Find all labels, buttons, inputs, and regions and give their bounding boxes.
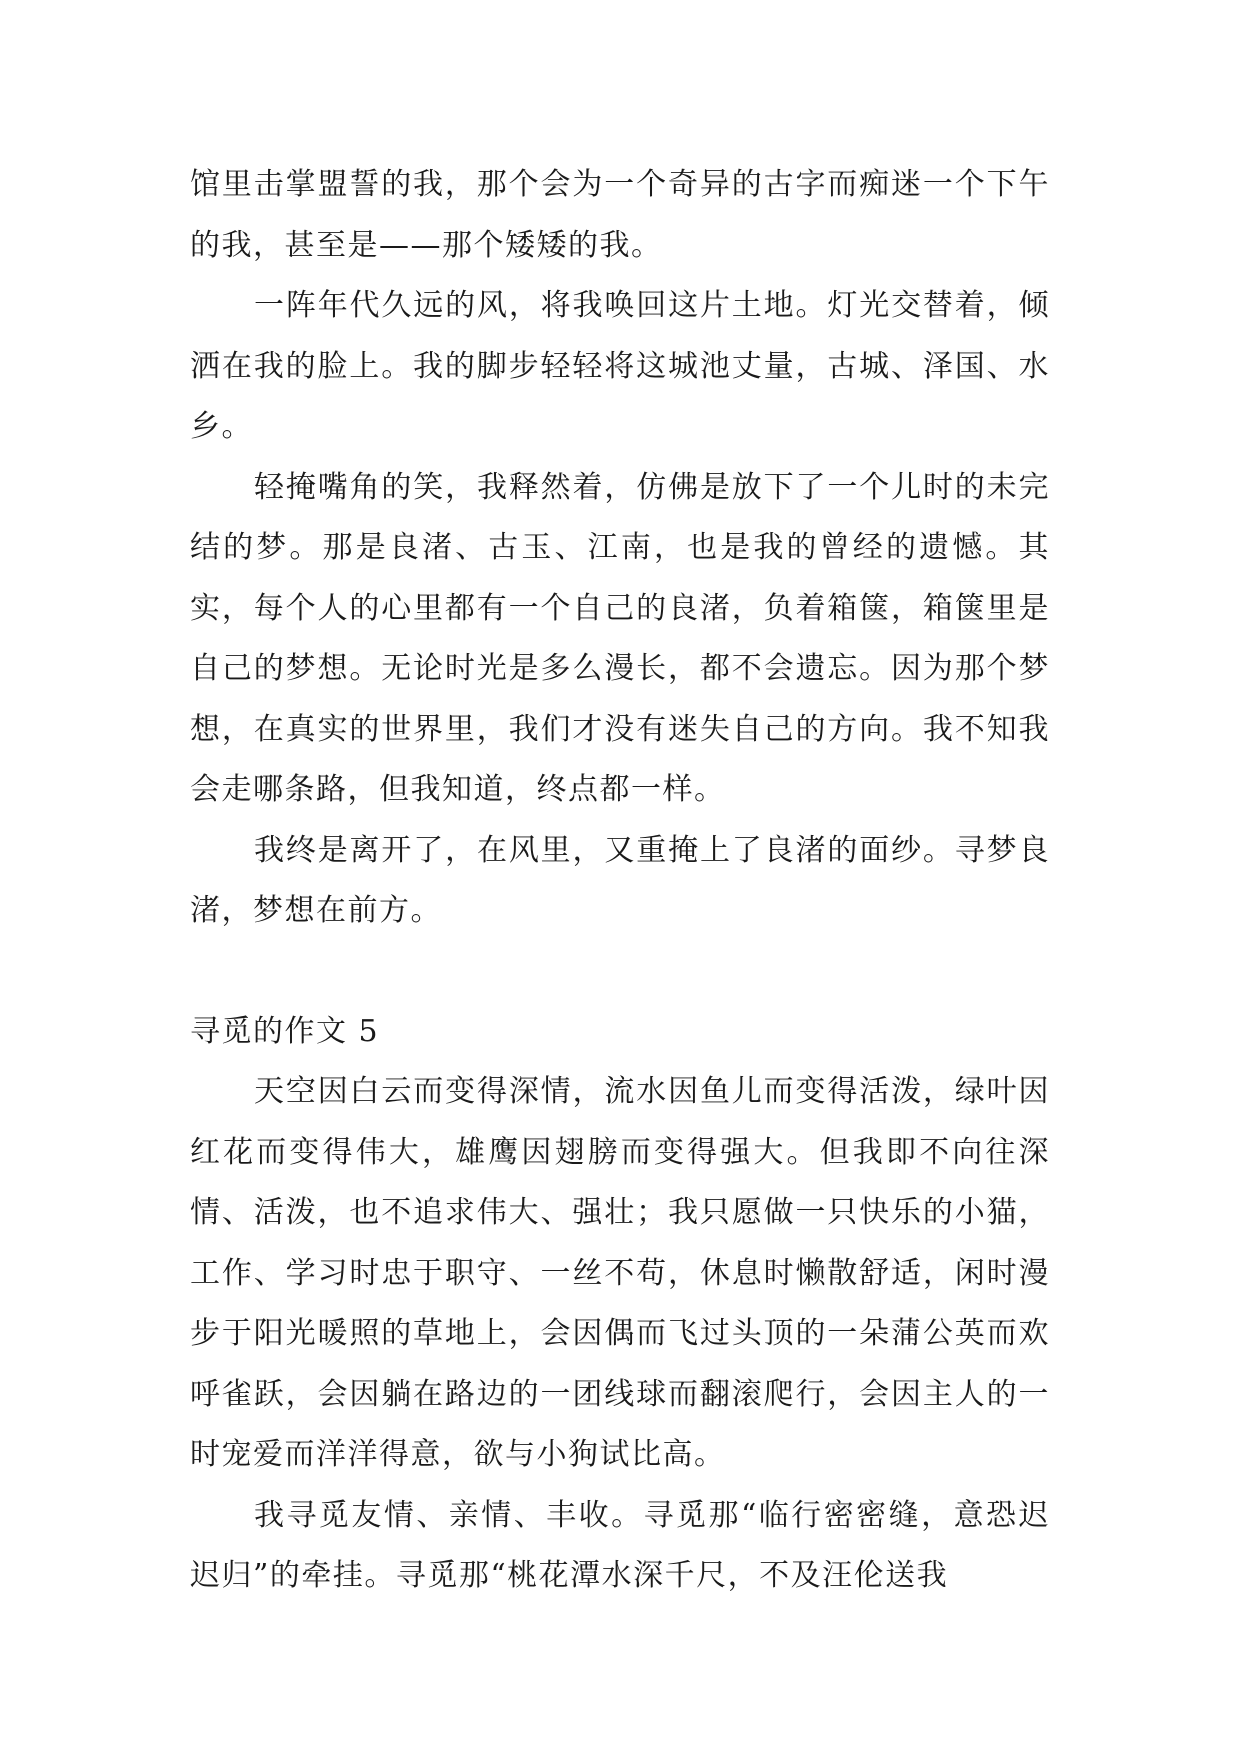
document-page — [190, 155, 1050, 1607]
paragraph: 我寻觅友情、亲情、丰收。寻觅那“临行密密缝，意恐迟迟归”的牵挂。寻觅那“桃花潭水深千尺，不及汪伦送我 — [190, 1497, 1050, 1593]
paragraph: 轻掩嘴角的笑，我释然着，仿佛是放下了一个儿时的未完结的梦。那是良渚、古玉、江南，也是我的曾经的遗憾。其实，每个人的心里都有一个自己的良渚，负着箱箧，箱箧里是自己的梦想。无论时光是多么漫长，都不会遗忘。因为那个梦想，在真实的世界里，我们才没有迷失自己的方向。我不知我会走哪条路，但我知道，终点都一样。 — [190, 469, 1050, 807]
paragraph: 我终是离开了，在风里，又重掩上了良渚的面纱。寻梦良渚，梦想在前方。 — [190, 832, 1050, 928]
paragraph: 馆里击掌盟誓的我，那个会为一个奇异的古字而痴迷一个下午的我，甚至是——那个矮矮的我。 — [190, 167, 1050, 263]
section-title: 寻觅的作文 5 — [190, 1013, 380, 1049]
paragraph: 一阵年代久远的风，将我唤回这片土地。灯光交替着，倾洒在我的脸上。我的脚步轻轻将这城池丈量，古城、泽国、水乡。 — [190, 288, 1050, 444]
paragraph: 天空因白云而变得深情，流水因鱼儿而变得活泼，绿叶因红花而变得伟大，雄鹰因翅膀而变得强大。但我即不向往深情、活泼，也不追求伟大、强壮；我只愿做一只快乐的小猫，工作、学习时忠于职守、一丝不苟，休息时懒散舒适，闲时漫步于阳光暖照的草地上，会因偶而飞过头顶的一朵蒲公英而欢呼雀跃，会因躺在路边的一团线球而翻滚爬行，会因主人的一时宠爱而洋洋得意，欲与小狗试比高。 — [190, 1074, 1050, 1472]
